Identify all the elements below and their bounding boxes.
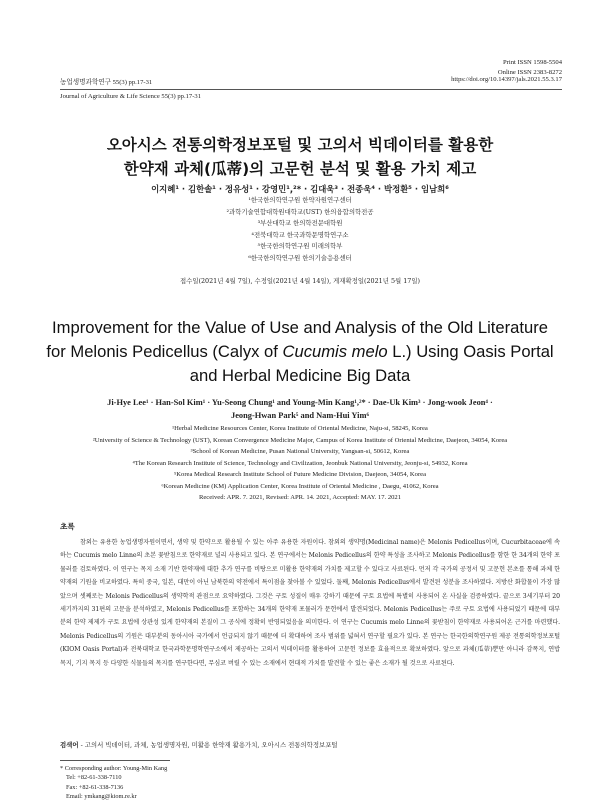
english-affiliation: ⁶Korean Medicine (KM) Application Center, Korea Institute of Oriental Medicine , Daegu, 41062, Korea [161, 482, 439, 490]
english-affiliation: ³School of Korean Medicine, Pusan National University, Yangsan-si, 50612, Korea [190, 448, 410, 456]
corresponding-footnote [60, 764, 167, 802]
english-title-line2 [30, 340, 570, 364]
english-affiliation: ¹Herbal Medicine Resources Center, Korea Institute of Oriental Medicine, Naju-si, 58245, Korea [172, 425, 428, 432]
korean-affiliations [40, 195, 560, 264]
english-title [30, 316, 570, 388]
header-divider [60, 89, 562, 90]
keywords-label: 검색어 [60, 741, 79, 749]
abstract-body: 참외는 유용한 농업생명자원이면서, 생약 및 한약으로 활용될 수 있는 아주 유용한 자원이다. 참외의 생약명(Medicinal name)은 Melonis Pedicellus이며, Cucurbitaceae에 속하는 Cucumis melo Linne의 초본 꽃받침으로 한약재로 널리 사용되고 있다. 본 연구에서는 Melonis Pedicellus의 한약 특성을 조사하고 Melonis Pedicellus를 함한 한 34개의 한약 포뮬러를 검토하였다. 이 연구는 목지 소재 기반 한약재에 대한 추가 연구를 비탕으로 미활용 한약재의 가치를 제고할 수 있다고 사료된다. 먼저 각 국가의 공정서 및 고문헌 본초를 통해 과체 한약재의 기원을 비교하였다. 특히 중국, 일본, 대만이 아닌 남북한의 약전에서 특이점을 찾아볼 수 있었다. 둘째, Melonis Pedicellus에서 발견된 성분을 조사하였다. 지방산 화합물이 가장 많았으며 셋째로는 Melonis Pedicellus의 생약학적 관점으로 요약하였다. 그것은 구토 성질이 매우 강하기 때문에 구토 요법에 특별히 사용되어 온 사실을 검증하였다. 끝으로 3세기부터 20세기까지의 31편의 고문을 분석하였고, Melonis Pedicellus를 포함하는 34개의 한약재 포뮬러가 문헌에서 발견되었다. Melonis Pedicellus는 주로 구토 요법에 사용되었기 때문에 대부분의 한약 제제가 구토 요법에 상관성 있게 한약재의 본질이 그 공식에 정확히 반영되었음을 의미한다. 이 연구는 Cucumis melo Linne의 꽃받침이 한약재로 사용되어온 근거를 마련했다. Melonis Pedicellus의 기원은 대부분의 동아시아 국가에서 언급되지 않기 때문에 더 확대하여 조사 범위를 넓혀서 연구할 필요가 있다. 본 연구는 한국한의학연구원 제공 전통의학정보포털(KIOM Oasis Portal)과 전북대학교 한국과학문명학연구소에서 제공하는 고의서 빅데이터를 활용하여 고문헌 정보를 효율적으로 확보하였다. 앞으로 과체(瓜蒂)뿐만 아니라 감폭지, 연밥 목지, 기지 목지 등 다양한 식물들의 목지를 연구한다면, 무심코 버릴 수 있는 소재에서 현대적 가치를 발견할 수 있는 좋은 소재가 될 것으로 사료된다. [60, 539, 560, 667]
title-part: L.) Using Oasis Portal [387, 342, 554, 361]
footnote-divider [60, 760, 170, 761]
korean-affiliation: ²과학기술연합대학원대학교(UST) 한의융합의학전공 [226, 207, 374, 216]
footnote-tel: Tel: +82-61-338-7110 [66, 774, 122, 782]
korean-title-line1: 오아시스 전통의학정보포털 및 고의서 빅데이터를 활용한 [106, 136, 494, 154]
english-authors-line1: Ji-Hye Lee¹ · Han-Sol Kim¹ · Yu-Seong Chung¹ and Young-Min Kang¹,²* · Dae-Uk Kim³ · Jong-wook Jeon⁴ · [107, 398, 493, 407]
english-title-line3: and Herbal Medicine Big Data [189, 366, 411, 385]
korean-title [40, 133, 560, 181]
korean-affiliation: ⁵한국한의학연구원 미래의학부 [257, 242, 343, 250]
abstract-heading: 초록 [60, 522, 75, 531]
print-issn: Print ISSN 1598-5504 [503, 59, 562, 66]
english-journal-ref: Journal of Agriculture & Life Science 55(3) pp.17-31 [60, 93, 201, 100]
issn-block [498, 58, 562, 78]
keywords-text: - 고의서 빅데이터, 과체, 농업생명자원, 미활용 한약재 활용가치, 오아시스 전통의학정보포털 [78, 741, 338, 749]
footnote-fax: Fax: +82-61-338-7136 [66, 783, 124, 791]
korean-affiliation: ⁶한국한의학연구원 한의기술응용센터 [248, 253, 352, 262]
title-part: for Melonis Pedicellus (Calyx of [46, 342, 283, 361]
online-issn: Online ISSN 2383-8272 [497, 69, 562, 76]
korean-affiliation: ¹한국한의학연구원 한약자원연구센터 [248, 196, 352, 204]
english-affiliations [40, 423, 560, 493]
english-affiliation: ⁴The Korean Research Institute of Science, Technology and Civilization, Jeonbuk National University, Jeonju-si, 54932, Korea [132, 459, 468, 467]
doi-link[interactable]: https://doi.org/10.14397/jals.2021.55.3.17 [451, 76, 562, 83]
corresponding-author: * Corresponding author: Young-Min Kang [60, 765, 168, 772]
english-affiliation: ⁵Korea Medical Research Institute School of Future Medicine Division, Daejeon, 34054, Korea [173, 471, 427, 479]
korean-affiliation: ³부산대학교 한의학전문대학원 [257, 219, 343, 227]
korean-journal-ref: 농업생명과학연구 55(3) pp.17-31 [60, 79, 153, 86]
english-dates: Received: APR. 7. 2021, Revised: APR. 14. 2021, Accepted: MAY. 17. 2021 [198, 494, 402, 501]
title-species: Cucumis melo [282, 342, 388, 361]
english-title-line1: Improvement for the Value of Use and Analysis of the Old Literature [52, 318, 548, 337]
english-authors [40, 396, 560, 422]
korean-dates: 접수일(2021년 4월 7일), 수정일(2021년 4월 14일), 게재확정일(2021년 5월 17일) [179, 277, 421, 285]
korean-authors: 이지혜¹ · 김한솔¹ · 정유성¹ · 강영민¹,²* · 김대욱³ · 전종욱⁴ · 박정환⁵ · 임남희⁶ [151, 184, 449, 194]
footnote-email[interactable]: Email: ymkang@kiom.re.kr [66, 793, 137, 801]
english-authors-line2: Jeong-Hwan Park⁵ and Nam-Hui Yim⁶ [231, 411, 369, 420]
english-affiliation: ²University of Science & Technology (UST), Korean Convergence Medicine Major, Campus of Korea Institute of Oriental Medicine, Daejeon, 34054, Korea [92, 436, 508, 444]
keywords [60, 740, 560, 749]
korean-title-line2: 한약재 과체(瓜蒂)의 고문헌 분석 및 활용 가치 제고 [123, 160, 477, 178]
korean-affiliation: ⁴전북대학교 한국과학문명학연구소 [251, 230, 349, 239]
